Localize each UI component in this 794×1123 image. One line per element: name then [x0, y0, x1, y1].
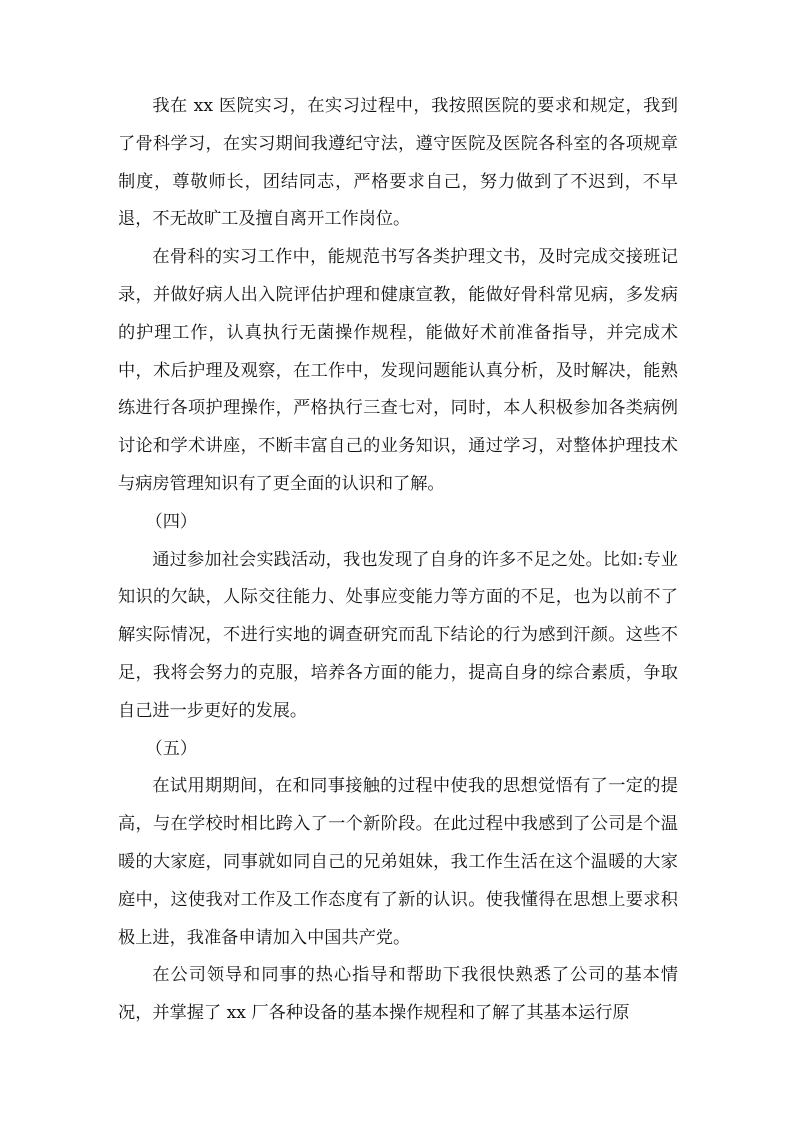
- document-body: [118, 88, 678, 1033]
- paragraph-internship-intro: 我在 xx 医院实习，在实习过程中，我按照医院的要求和规定，我到了骨科学习，在实习期间我遵纪守法，遵守医院及医院各科室的各项规章制度，尊敬师长，团结同志，严格要求自己，努力做到了不迟到，不早退，不无故旷工及擅自离开工作岗位。: [118, 96, 678, 230]
- paragraph-orthopedics-work: 在骨科的实习工作中，能规范书写各类护理文书，及时完成交接班记录，并做好病人出入院评估护理和健康宣教，能做好骨科常见病，多发病的护理工作，认真执行无菌操作规程，能做好术前准备指导，并完成术中，术后护理及观察，在工作中，发现问题能认真分析，及时解决，能熟练进行各项护理操作，严格执行三查七对，同时，本人积极参加各类病例讨论和学术讲座，不断丰富自己的业务知识，通过学习，对整体护理技术与病房管理知识有了更全面的认识和了解。: [118, 247, 678, 494]
- section-heading-five: （五）: [145, 738, 198, 759]
- paragraph-social-practice: 通过参加社会实践活动，我也发现了自身的许多不足之处。比如:专业知识的欠缺，人际交往能力、处事应变能力等方面的不足，也为以前不了解实际情况，不进行实地的调查研究而乱下结论的行为感到汗颜。这些不足，我将会努力的克服，培养各方面的能力，提高自身的综合素质，争取自己进一步更好的发展。: [118, 549, 678, 721]
- paragraph-probation-period: 在试用期期间，在和同事接触的过程中使我的思想觉悟有了一定的提高，与在学校时相比跨入了一个新阶段。在此过程中我感到了公司是个温暖的大家庭，同事就如同自己的兄弟姐妹，我工作生活在这个温暖的大家庭中，这使我对工作及工作态度有了新的认识。使我懂得在思想上要求积极上进，我准备申请加入中国共产党。: [118, 776, 678, 948]
- paragraph-company-guidance: 在公司领导和同事的热心指导和帮助下我很快熟悉了公司的基本情况，并掌握了 xx 厂各种设备的基本操作规程和了解了其基本运行原: [118, 965, 678, 1024]
- section-heading-four: （四）: [145, 511, 198, 532]
